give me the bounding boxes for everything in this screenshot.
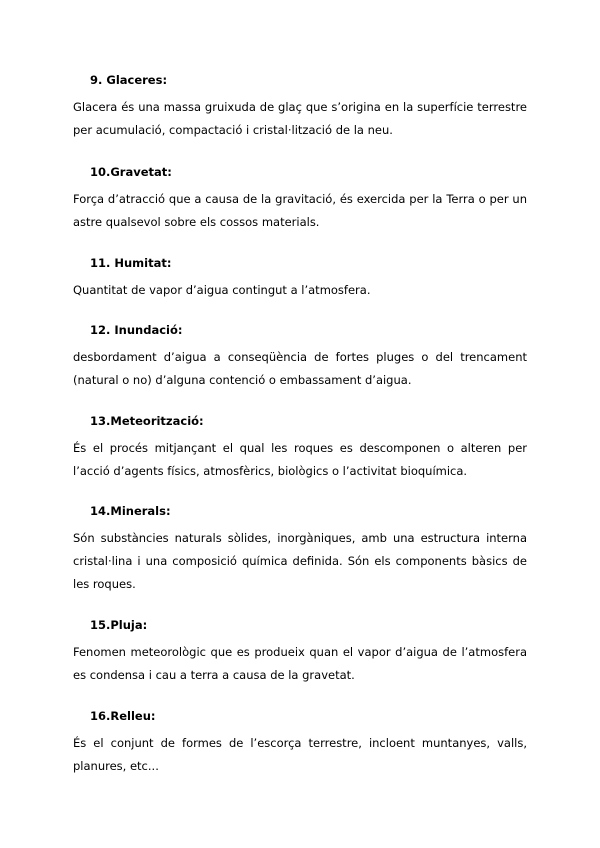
glossary-entry-meteoritzacio bbox=[73, 413, 527, 483]
glossary-entry-pluja bbox=[73, 617, 527, 687]
term-heading: 10.Gravetat: bbox=[90, 165, 172, 179]
glossary-entry-minerals bbox=[73, 503, 527, 596]
term-definition: Glacera és una massa gruixuda de glaç que s’origina en la superfície terrestre per acumulació, compactació i cristal·lització de la neu. bbox=[73, 100, 527, 137]
term-heading: 9. Glaceres: bbox=[90, 73, 168, 87]
glossary-entry-inundacio bbox=[73, 322, 527, 392]
term-definition: És el procés mitjançant el qual les roques es descomponen o alteren per l’acció d’agents físics, atmosfèrics, biològics o l’activitat bioquímica. bbox=[73, 441, 527, 478]
term-heading: 13.Meteorització: bbox=[90, 414, 204, 428]
term-heading: 14.Minerals: bbox=[90, 504, 171, 518]
term-definition: Quantitat de vapor d’aigua contingut a l’atmosfera. bbox=[73, 283, 371, 297]
term-heading: 11. Humitat: bbox=[90, 256, 172, 270]
term-definition: Força d’atracció que a causa de la gravitació, és exercida per la Terra o per un astre qualsevol sobre els cossos materials. bbox=[73, 192, 527, 229]
glossary-entry-glaceres bbox=[73, 72, 527, 142]
term-heading: 15.Pluja: bbox=[90, 618, 148, 632]
glossary-entry-relleu bbox=[73, 708, 527, 778]
glossary-entry-gravetat bbox=[73, 164, 527, 234]
glossary-entry-humitat bbox=[73, 255, 527, 302]
term-heading: 16.Relleu: bbox=[90, 709, 156, 723]
term-definition: Són substàncies naturals sòlides, inorgàniques, amb una estructura interna cristal·lina i una composició química definida. Són els components bàsics de les roques. bbox=[73, 531, 527, 591]
term-definition: És el conjunt de formes de l’escorça terrestre, incloent muntanyes, valls, planures, etc... bbox=[73, 736, 527, 773]
term-definition: Fenomen meteorològic que es produeix quan el vapor d’aigua de l’atmosfera es condensa i cau a terra a causa de la gravetat. bbox=[73, 645, 527, 682]
term-heading: 12. Inundació: bbox=[90, 323, 183, 337]
term-definition: desbordament d’aigua a conseqüència de fortes pluges o del trencament (natural o no) d’alguna contenció o embassament d’aigua. bbox=[73, 350, 527, 387]
